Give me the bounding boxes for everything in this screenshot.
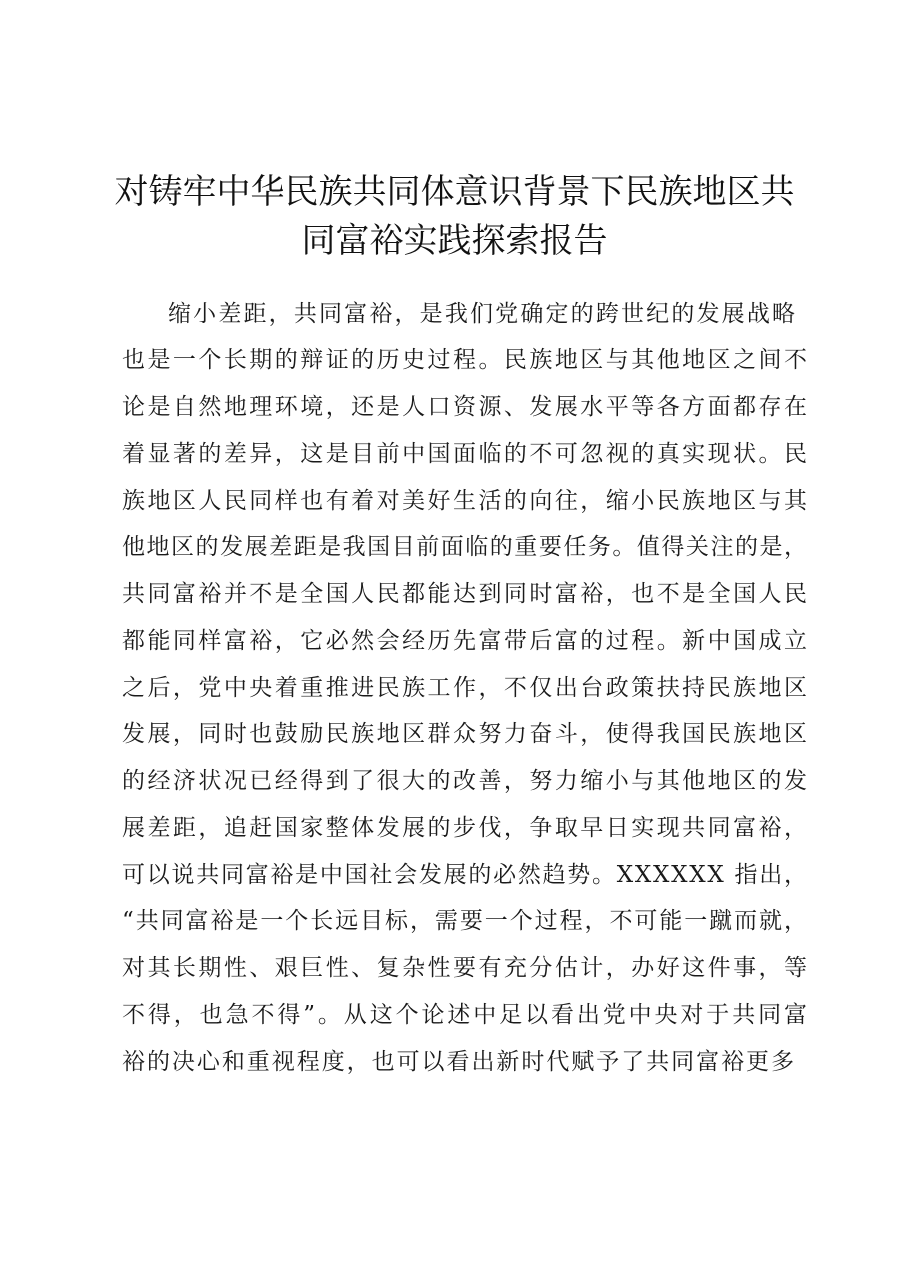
body-line: 论是自然地理环境，还是人口资源、发展水平等各方面都存在 — [122, 394, 810, 420]
body-line: 的经济状况已经得到了很大的改善，努力缩小与其他地区的发 — [122, 768, 810, 794]
body-line: 发展，同时也鼓励民族地区群众努力奋斗，使得我国民族地区 — [122, 721, 810, 747]
document-title-line-1: 对铸牢中华民族共同体意识背景下民族地区共 — [114, 172, 795, 212]
body-line: 展差距，追赶国家整体发展的步伐，争取早日实现共同富裕， — [122, 815, 810, 841]
body-line: 之后，党中央着重推进民族工作，不仅出台政策扶持民族地区 — [122, 675, 810, 701]
body-line: 都能同样富裕，它必然会经历先富带后富的过程。新中国成立 — [122, 628, 810, 654]
body-line: 族地区人民同样也有着对美好生活的向往，缩小民族地区与其 — [122, 488, 810, 514]
body-line: 缩小差距，共同富裕，是我们党确定的跨世纪的发展战略 — [168, 301, 798, 327]
body-line: 对其长期性、艰巨性、复杂性要有充分估计，办好这件事，等 — [122, 955, 810, 981]
body-line: 也是一个长期的辩证的历史过程。民族地区与其他地区之间不 — [122, 347, 810, 373]
document-title-line-2: 同富裕实践探索报告 — [301, 221, 608, 261]
body-line: 不得，也急不得”。从这个论述中足以看出党中央对于共同富 — [122, 1002, 810, 1028]
body-line: 着显著的差异，这是目前中国面临的不可忽视的真实现状。民 — [122, 441, 810, 467]
body-line: 他地区的发展差距是我国目前面临的重要任务。值得关注的是， — [122, 534, 809, 560]
body-line: 共同富裕并不是全国人民都能达到同时富裕，也不是全国人民 — [122, 581, 810, 607]
body-line: “共同富裕是一个长远目标，需要一个过程，不可能一蹴而就， — [122, 908, 809, 934]
body-line: 裕的决心和重视程度，也可以看出新时代赋予了共同富裕更多 — [122, 1049, 796, 1075]
body-line: 可以说共同富裕是中国社会发展的必然趋势。XXXXXX 指出， — [122, 862, 809, 888]
